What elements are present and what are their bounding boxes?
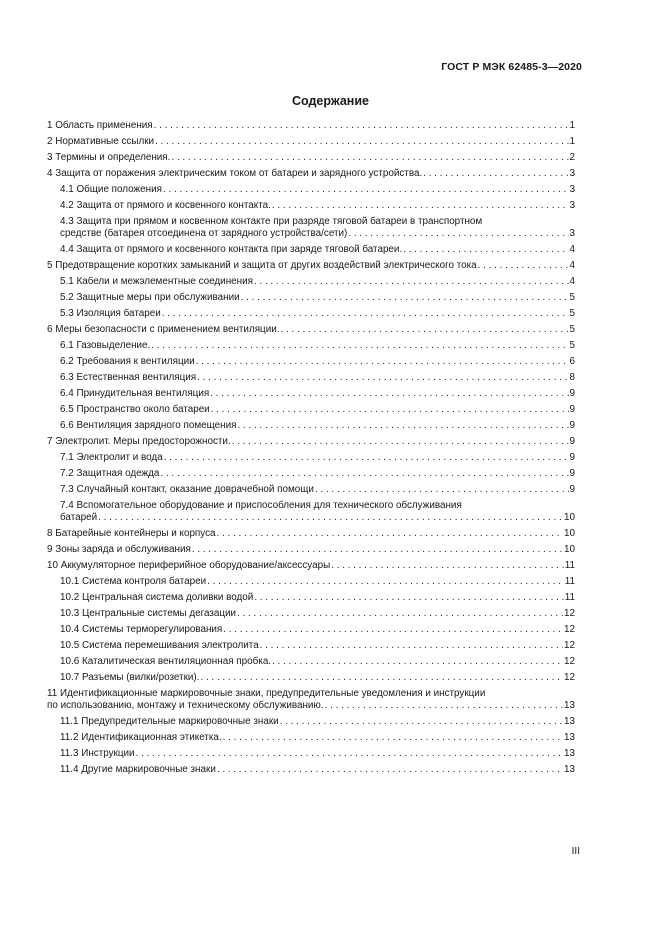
- toc-leader-dots: [136, 748, 563, 760]
- toc-leader-dots: [160, 468, 568, 480]
- toc-leader-dots: [331, 560, 564, 572]
- toc-entry[interactable]: [47, 640, 575, 656]
- toc-title: Содержание: [291, 94, 369, 108]
- toc-leader-dots: [325, 700, 563, 712]
- toc-entry[interactable]: [47, 528, 575, 544]
- toc-leader-dots: [348, 228, 568, 240]
- toc-entry[interactable]: [47, 388, 575, 404]
- toc-page-number: 9: [569, 404, 575, 415]
- toc-leader-dots: [403, 244, 568, 256]
- toc-leader-dots: [272, 656, 563, 668]
- toc-entry[interactable]: [47, 340, 575, 356]
- toc-entry-text: 1 Область применения: [47, 120, 153, 131]
- toc-entry-text: 6.3 Естественная вентиляция: [60, 372, 197, 383]
- toc-leader-dots: [151, 340, 568, 352]
- toc-page-number: 9: [569, 436, 575, 447]
- toc-leader-dots: [223, 624, 563, 636]
- toc-page-number: 4: [569, 276, 575, 287]
- toc-entry-text: 4.1 Общие положения: [60, 184, 162, 195]
- toc-page-number: 3: [569, 200, 575, 211]
- toc-entry-text: 11.1 Предупредительные маркировочные знаки: [60, 716, 279, 727]
- toc-leader-dots: [154, 120, 569, 132]
- toc-entry[interactable]: [47, 308, 575, 324]
- toc-leader-dots: [98, 512, 563, 524]
- toc-entry-text: 4 Защита от поражения электрическим током от батареи и зарядного устройства.: [47, 168, 423, 179]
- toc-leader-dots: [478, 260, 569, 272]
- toc-page-number: 2: [569, 152, 575, 163]
- toc-leader-dots: [162, 308, 569, 320]
- toc-leader-dots: [232, 436, 569, 448]
- toc-page-number: 12: [564, 672, 575, 683]
- toc-entry-text: 4.3 Защита при прямом и косвенном контакте при разряде тяговой батареи в транспортном: [60, 216, 483, 227]
- toc-page-number: 10: [564, 544, 575, 555]
- toc-entry-text: 7.4 Вспомогательное оборудование и приспособления для технического обслуживания: [60, 500, 462, 511]
- toc-entry-text: 6.1 Газовыделение.: [60, 340, 151, 351]
- toc-entry-text: средстве (батарея отсоединена от зарядного устройства/сети): [60, 228, 348, 239]
- toc-leader-dots: [423, 168, 568, 180]
- toc-page-number: 11: [564, 560, 575, 571]
- toc-leader-dots: [241, 292, 569, 304]
- toc-leader-dots: [197, 372, 568, 384]
- toc-entry-text: 10.3 Центральные системы дегазации: [60, 608, 237, 619]
- toc-entry-text: 9 Зоны заряда и обслуживания: [47, 544, 191, 555]
- toc-entry[interactable]: [47, 468, 575, 484]
- toc-entry-text: 5.2 Защитные меры при обслуживании: [60, 292, 240, 303]
- toc-page-number: 5: [569, 324, 575, 335]
- toc-entry-text: 8 Батарейные контейнеры и корпуса: [47, 528, 216, 539]
- toc-entry-text: 2 Нормативные ссылки: [47, 136, 155, 147]
- toc-page-number: 12: [564, 640, 575, 651]
- toc-page-number: 5: [569, 292, 575, 303]
- toc-entry[interactable]: [47, 324, 575, 340]
- toc-entry[interactable]: [47, 764, 575, 780]
- toc-entry[interactable]: [47, 672, 575, 688]
- toc-entry-text: 10.4 Системы терморегулирования: [60, 624, 223, 635]
- toc-entry-text: 6.4 Принудительная вентиляция: [60, 388, 210, 399]
- toc-entry[interactable]: [47, 436, 575, 452]
- toc-entry-text: 4.4 Защита от прямого и косвенного контакта при заряде тяговой батареи.: [60, 244, 403, 255]
- toc-page-number: 3: [569, 168, 575, 179]
- toc-entry-text: 11.2 Идентификационная этикетка.: [60, 732, 222, 743]
- toc-page-number: 12: [564, 608, 575, 619]
- toc-entry-text: 10.7 Разъемы (вилки/розетки).: [60, 672, 200, 683]
- toc-page-number: 4: [569, 244, 575, 255]
- toc-entry-text: 7.2 Защитная одежда: [60, 468, 160, 479]
- toc-entry[interactable]: [47, 216, 575, 244]
- toc-entry[interactable]: [47, 544, 575, 560]
- toc-entry[interactable]: [47, 656, 575, 672]
- toc-entry[interactable]: [47, 244, 575, 260]
- toc-leader-dots: [254, 276, 569, 288]
- toc-entry-text: 7 Электролит. Меры предосторожности.: [47, 436, 231, 447]
- toc-entry-text: 10.6 Каталитическая вентиляционная пробка.: [60, 656, 272, 667]
- toc-entry[interactable]: [47, 168, 575, 184]
- toc-entry-text: 11 Идентификационные маркировочные знаки, предупредительные уведомления и инструкции: [47, 688, 486, 699]
- toc-page-number: 9: [569, 420, 575, 431]
- toc-page-number: 13: [564, 700, 575, 711]
- toc-leader-dots: [155, 136, 568, 148]
- toc-entry[interactable]: [47, 136, 575, 152]
- toc-entry[interactable]: [47, 260, 575, 276]
- toc-entry[interactable]: [47, 200, 575, 216]
- toc-entry[interactable]: [47, 688, 575, 716]
- toc-leader-dots: [207, 576, 564, 588]
- toc-page-number: 11: [564, 592, 575, 603]
- toc-leader-dots: [281, 324, 569, 336]
- toc-leader-dots: [254, 592, 563, 604]
- toc-entry-text: 5.1 Кабели и межэлементные соединения: [60, 276, 253, 287]
- toc-leader-dots: [192, 544, 563, 556]
- toc-entry-text: 7.1 Электролит и вода: [60, 452, 163, 463]
- toc-entry[interactable]: [47, 484, 575, 500]
- toc-entry-text: 4.2 Защита от прямого и косвенного контакта.: [60, 200, 271, 211]
- toc-entry-text: 6 Меры безопасности с применением вентиляции.: [47, 324, 280, 335]
- toc-entry[interactable]: [47, 748, 575, 764]
- toc-entry[interactable]: [47, 732, 575, 748]
- toc-leader-dots: [260, 640, 563, 652]
- toc-entry-text: 6.6 Вентиляция зарядного помещения: [60, 420, 237, 431]
- toc-leader-dots: [210, 388, 568, 400]
- toc-leader-dots: [217, 764, 563, 776]
- toc-entry[interactable]: [47, 452, 575, 468]
- standard-code-header: ГОСТ Р МЭК 62485-3—2020: [441, 61, 582, 73]
- toc-entry-text: 10 Аккумуляторное периферийное оборудование/аксессуары: [47, 560, 331, 571]
- toc-page-number: 9: [569, 468, 575, 479]
- toc-page-number: 9: [569, 484, 575, 495]
- toc-entry-text: по использованию, монтажу и техническому обслуживанию.: [47, 700, 324, 711]
- toc-page-number: 13: [564, 748, 575, 759]
- toc-entry[interactable]: [47, 560, 575, 576]
- toc-page-number: 1: [569, 120, 575, 131]
- toc-entry[interactable]: [47, 608, 575, 624]
- toc-entry-text: батарей: [60, 512, 98, 523]
- toc-entry-text: 10.1 Система контроля батареи: [60, 576, 207, 587]
- toc-entry-text: 10.5 Система перемешивания электролита: [60, 640, 259, 651]
- toc-page-number: 5: [569, 308, 575, 319]
- toc-leader-dots: [171, 152, 568, 164]
- toc-entry-text: 6.2 Требования к вентиляции: [60, 356, 195, 367]
- toc-entry-text: 7.3 Случайный контакт, оказание доврачебной помощи: [60, 484, 314, 495]
- toc-entry[interactable]: [47, 592, 575, 608]
- toc-leader-dots: [237, 420, 568, 432]
- toc-leader-dots: [315, 484, 569, 496]
- toc-page-number: 1: [569, 136, 575, 147]
- toc-leader-dots: [217, 528, 563, 540]
- toc-entry-text: 3 Термины и определения.: [47, 152, 171, 163]
- toc-page-number: 4: [569, 260, 575, 271]
- toc-page-number: 12: [564, 656, 575, 667]
- toc-page-number: 12: [564, 624, 575, 635]
- toc-page-number: 10: [564, 528, 575, 539]
- toc-page-number: 6: [569, 356, 575, 367]
- toc-entry[interactable]: [47, 500, 575, 528]
- toc-page-number: 13: [564, 764, 575, 775]
- toc-page-number: 13: [564, 732, 575, 743]
- page-number: III: [571, 846, 580, 857]
- toc-entry[interactable]: [47, 292, 575, 308]
- toc-entry[interactable]: [47, 276, 575, 292]
- toc-page-number: 13: [564, 716, 575, 727]
- toc-entry[interactable]: [47, 404, 575, 420]
- toc-page-number: 9: [569, 452, 575, 463]
- toc-leader-dots: [237, 608, 563, 620]
- toc-entry[interactable]: [47, 420, 575, 436]
- toc-entry[interactable]: [47, 356, 575, 372]
- toc-entry-text: 10.2 Центральная система доливки водой: [60, 592, 254, 603]
- toc-leader-dots: [196, 356, 569, 368]
- toc-entry[interactable]: [47, 372, 575, 388]
- toc-page-number: 5: [569, 340, 575, 351]
- toc-leader-dots: [280, 716, 563, 728]
- toc-leader-dots: [163, 184, 569, 196]
- toc-leader-dots: [211, 404, 569, 416]
- toc-entry[interactable]: [47, 576, 575, 592]
- table-of-contents: [47, 120, 575, 780]
- toc-page-number: 3: [569, 228, 575, 239]
- toc-page-number: 10: [564, 512, 575, 523]
- toc-page-number: 3: [569, 184, 575, 195]
- toc-entry[interactable]: [47, 624, 575, 640]
- toc-leader-dots: [272, 200, 569, 212]
- toc-entry[interactable]: [47, 716, 575, 732]
- toc-leader-dots: [164, 452, 569, 464]
- toc-entry-text: 5 Предотвращение коротких замыканий и защита от других воздействий электрического тока: [47, 260, 477, 271]
- toc-entry[interactable]: [47, 152, 575, 168]
- toc-entry[interactable]: [47, 120, 575, 136]
- toc-entry-text: 6.5 Пространство около батареи: [60, 404, 210, 415]
- toc-page-number: 9: [569, 388, 575, 399]
- toc-leader-dots: [223, 732, 563, 744]
- toc-leader-dots: [200, 672, 563, 684]
- toc-entry-text: 11.3 Инструкции: [60, 748, 135, 759]
- toc-entry-text: 5.3 Изоляция батареи: [60, 308, 161, 319]
- toc-page-number: 11: [564, 576, 575, 587]
- toc-entry-text: 11.4 Другие маркировочные знаки: [60, 764, 216, 775]
- toc-page-number: 8: [569, 372, 575, 383]
- toc-entry[interactable]: [47, 184, 575, 200]
